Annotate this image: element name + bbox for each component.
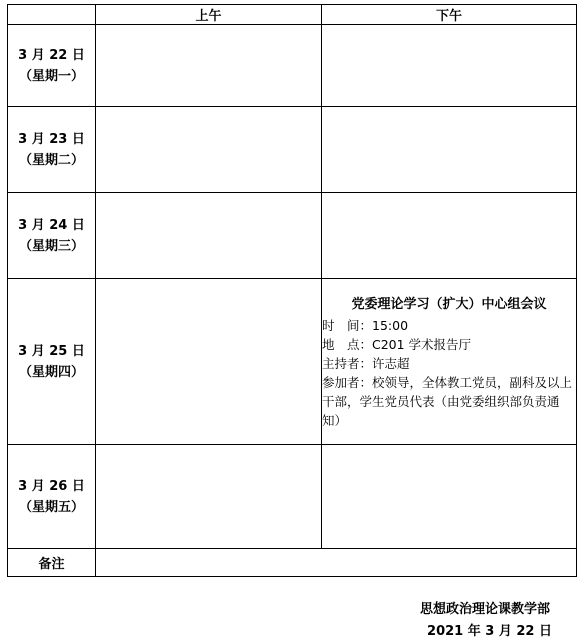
day-cell	[8, 107, 96, 193]
day-weekday: （星期一）	[18, 68, 84, 84]
morning-slot	[96, 107, 322, 193]
weekly-schedule-table	[7, 4, 577, 577]
afternoon-slot	[322, 25, 577, 107]
day-row-tuesday	[8, 107, 577, 193]
day-date: 3 月 25 日	[18, 343, 85, 359]
afternoon-header: 下午	[322, 5, 577, 25]
day-date: 3 月 23 日	[18, 131, 85, 147]
morning-header: 上午	[96, 5, 322, 25]
remarks-value	[96, 549, 577, 577]
afternoon-slot	[322, 445, 577, 549]
meeting-place: 地 点：C201 学术报告厅	[322, 336, 472, 352]
day-row-thursday	[8, 279, 577, 445]
remarks-label: 备注	[8, 549, 96, 577]
day-row-friday	[8, 445, 577, 549]
meeting-time: 时 间：15:00	[322, 317, 409, 333]
day-cell	[8, 445, 96, 549]
day-weekday: （星期四）	[18, 364, 84, 380]
header-row	[8, 5, 577, 25]
meeting-title: 党委理论学习（扩大）中心组会议	[351, 296, 547, 312]
day-weekday: （星期三）	[18, 238, 84, 254]
footer-date: 2021 年 3 月 22 日	[427, 624, 552, 639]
remarks-row	[8, 549, 577, 577]
afternoon-slot	[322, 193, 577, 279]
corner-cell	[8, 5, 96, 25]
day-weekday: （星期五）	[18, 499, 84, 515]
day-date: 3 月 26 日	[18, 478, 85, 494]
morning-slot	[96, 445, 322, 549]
morning-slot	[96, 279, 322, 445]
day-cell	[8, 193, 96, 279]
meeting-attendees: 参加者：校领导，全体教工党员，副科及以上干部，学生党员代表（由党委组织部负责通知）	[322, 374, 573, 428]
meeting-cell	[322, 279, 577, 445]
morning-slot	[96, 193, 322, 279]
day-row-wednesday	[8, 193, 577, 279]
day-weekday: （星期二）	[18, 152, 84, 168]
day-cell	[8, 25, 96, 107]
afternoon-slot	[322, 107, 577, 193]
meeting-host: 主持者：许志超	[322, 355, 410, 371]
day-row-monday	[8, 25, 577, 107]
footer-organization: 思想政治理论课教学部	[419, 602, 550, 617]
morning-slot	[96, 25, 322, 107]
day-date: 3 月 24 日	[18, 217, 85, 233]
day-date: 3 月 22 日	[18, 47, 85, 63]
day-cell	[8, 279, 96, 445]
